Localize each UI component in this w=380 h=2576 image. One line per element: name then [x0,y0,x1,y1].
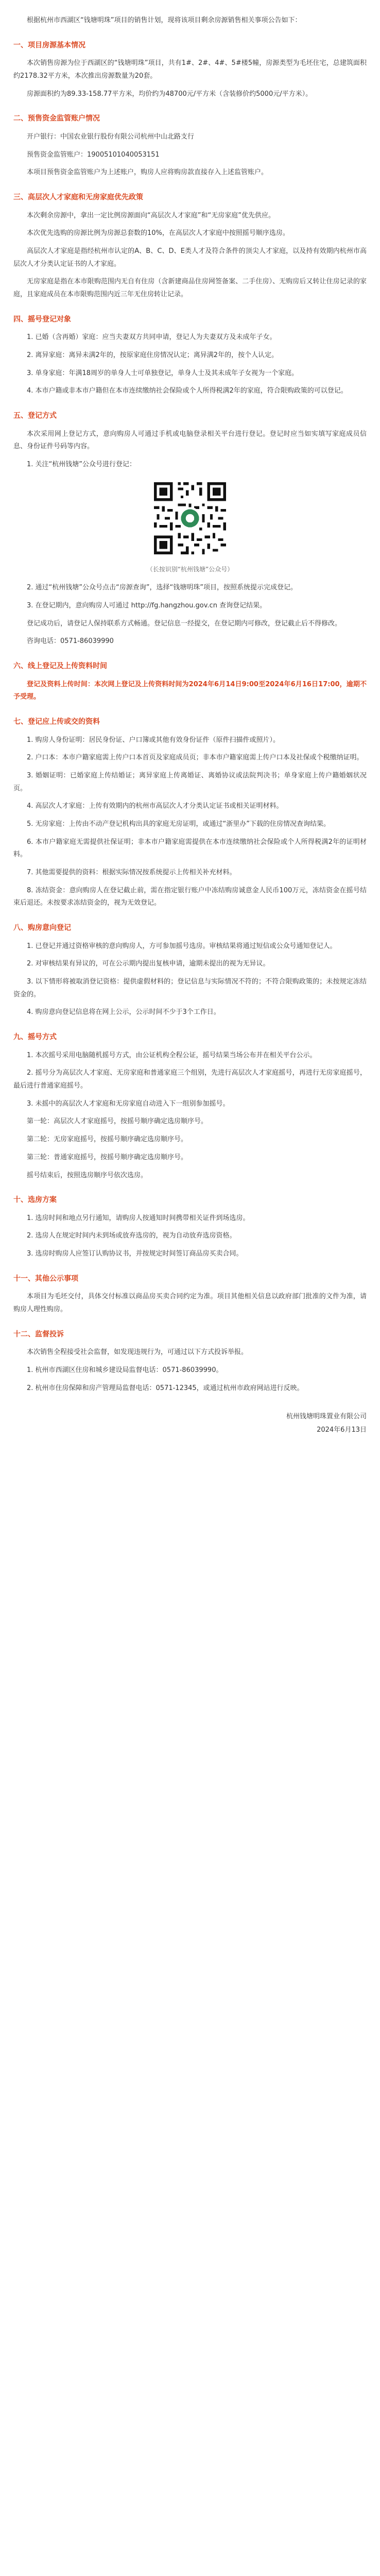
list-item: 5. 无房家庭：上传由不动产登记机构出具的家庭无房证明，或通过“浙里办”下载的住房情况查询结果。 [27,820,331,828]
list-item: 4. 本市户籍或非本市户籍但在本市连续缴纳社会保险或个人所得税满2年的家庭，符合限购政策的可以登记。 [27,387,348,395]
section-8-title: 八、购房意向登记 [13,924,71,933]
section-6-title: 六、线上登记及上传资料时间 [13,662,107,670]
section-1-paragraph: 房源面积约为89.33-158.77平方米，均价约为48700元/平方米（含装修价约5000元/平方米）。 [27,90,313,98]
bank-name: 开户银行：中国农业银行股份有限公司杭州中山北路支行 [27,132,195,141]
section-9-paragraph: 摇号结束后，按照选房顺序号依次选房。 [27,1171,148,1179]
section-12-title: 十二、监督投诉 [13,1330,64,1338]
section-3-paragraph: 本次优先选购的房源比例为房源总套数的10%，在高层次人才家庭中按照摇号顺序选房。 [27,229,289,238]
list-item: 2. 户口本：本市户籍家庭需上传户口本首页及家庭成员页；非本市户籍家庭需上传户口本及社保或个税缴纳证明。 [27,754,364,762]
qr-caption: （长按识别“杭州钱塘”公众号） [146,566,234,573]
section-1-title: 一、项目房源基本情况 [13,41,85,49]
list-item: 4. 购房意向登记信息将在网上公示，公示时间不少于3个工作日。 [27,1008,220,1016]
intro-paragraph: 根据杭州市西湖区“钱塘明珠”项目的销售计划，现将该项目剩余房源销售相关事项公告如下： [27,16,302,24]
section-2-paragraph: 本项目预售资金监管账户为上述账户，购房人应将购房款直接存入上述监管账户。 [27,168,268,177]
section-2-title: 二、预售资金监管账户情况 [13,114,100,123]
section-3-paragraph: 无房家庭是指在本市限购范围内无自有住房（含新建商品住房网签备案、二手住房）、无购房后又转让住房记录的家庭，且家庭成员在本市限购范围内近三年无住房转让记录。 [13,278,367,299]
section-5-paragraph: 登记成功后，请登记人保持联系方式畅通。登记信息一经提交，在登记期内可修改，登记截止后不得修改。 [27,619,342,628]
list-item: 3. 以下情形将被取消登记资格：提供虚假材料的；登记信息与实际情况不符的；不符合限购政策的；未按规定冻结资金的。 [13,978,367,998]
section-9-paragraph: 3. 未摇中的高层次人才家庭和无房家庭自动进入下一组别参加摇号。 [27,1099,230,1108]
signature-block [13,1410,367,1437]
section-10-paragraph: 2. 选房人在规定时间内未到场或放弃选房的，视为自动放弃选房资格。 [27,1232,236,1240]
section-1-paragraph: 本次销售房源为位于西湖区的“钱塘明珠”项目，共有1#、2#、4#、5#楼5幢，房源类型为毛坯住宅，总建筑面积约2178.32平方米，本次推出房源数量为20套。 [13,59,367,80]
list-item: 1. 已婚（含再婚）家庭：应当夫妻双方共同申请，登记人为夫妻双方及未成年子女。 [27,333,277,342]
list-item: 1. 已登记并通过资格审核的意向购房人，方可参加摇号选房。审核结果将通过短信或公众号通知登记人。 [27,942,337,950]
section-9-paragraph: 1. 本次摇号采用电脑随机摇号方式，由公证机构全程公证，摇号结果当场公布并在相关平台公示。 [27,1051,317,1059]
section-5-paragraph: 本次采用网上登记方式，意向购房人可通过手机或电脑登录相关平台进行登记。登记时应当如实填写家庭成员信息、身份证件号码等内容。 [13,430,367,451]
list-item: 4. 高层次人才家庭：上传有效期内的杭州市高层次人才分类认定证书或相关证明材料。 [27,802,283,810]
section-12-paragraph: 2. 杭州市住房保障和房产管理局监督电话：0571-12345，或通过杭州市政府网站进行反映。 [27,1384,304,1392]
list-item: 1. 购房人身份证明：居民身份证、户口簿或其他有效身份证件（原件扫描件或照片）。 [27,736,280,744]
qr-code[interactable] [13,480,367,562]
section-4-title: 四、摇号登记对象 [13,315,71,324]
signature-date: 2024年6月13日 [317,1426,367,1434]
bank-account: 预售资金监管账户：19005101040053151 [27,150,160,159]
registration-time: 登记及资料上传时间：本次网上登记及上传资料时间为2024年6月14日9:00至2024年6月16日17:00，逾期不予受理。 [13,680,367,701]
section-10-title: 十、选房方案 [13,1196,57,1205]
section-5-paragraph: 3. 在登记期内，意向购房人可通过 http://fg.hangzhou.gov.cn 查询登记结果。 [27,601,267,609]
section-12-paragraph: 1. 杭州市西湖区住房和城乡建设局监督电话：0571-86039990。 [27,1366,223,1375]
list-item: 2. 离异家庭：离异未满2年的，按原家庭住房情况认定；离异满2年的，按个人认定。 [27,351,279,359]
list-item: 7. 其他需要提供的资料：根据实际情况按系统提示上传相关补充材料。 [27,869,236,877]
section-12-paragraph: 本次销售全程接受社会监督，如发现违规行为，可通过以下方式投诉举报。 [27,1348,248,1357]
section-3-title: 三、高层次人才家庭和无房家庭优先政策 [13,193,143,201]
section-9-paragraph: 2. 摇号分为高层次人才家庭、无房家庭和普通家庭三个组别，先进行高层次人才家庭摇号，再进行无房家庭摇号，最后进行普通家庭摇号。 [13,1069,367,1090]
section-9-paragraph: 第一轮：高层次人才家庭摇号，按摇号顺序确定选房顺序号。 [27,1117,208,1126]
signature-org: 杭州钱塘明珠置业有限公司 [286,1413,367,1421]
section-5-paragraph: 2. 通过“杭州钱塘”公众号点击“房源查询”，选择“钱塘明珠”项目，按照系统提示完成登记。 [27,584,297,592]
section-3-paragraph: 高层次人才家庭是指经杭州市认定的A、B、C、D、E类人才及符合条件的顶尖人才家庭，以及持有效期内杭州市高层次人才分类认定证书的人才家庭。 [13,247,367,268]
section-10-paragraph: 1. 选房时间和地点另行通知，请购房人按通知时间携带相关证件到场选房。 [27,1214,250,1222]
section-5-paragraph: 1. 关注“杭州钱塘”公众号进行登记： [27,461,136,469]
list-item: 8. 冻结资金：意向购房人在登记截止前，需在指定银行账户中冻结购房诚意金人民币100万元，冻结资金在摇号结束后退还。未按要求冻结资金的，视为无效登记。 [13,886,367,907]
section-7-title: 七、登记应上传或交的资料 [13,717,100,726]
list-item: 2. 对审核结果有异议的，可在公示期内提出复核申请，逾期未提出的视为无异议。 [27,960,270,968]
list-item: 3. 婚姻证明：已婚家庭上传结婚证；离异家庭上传离婚证、离婚协议或法院判决书；单身家庭上传户籍婚姻状况页。 [13,771,367,792]
section-10-paragraph: 3. 选房时购房人应签订认购协议书，并按规定时间签订商品房买卖合同。 [27,1250,243,1258]
section-5-title: 五、登记方式 [13,412,57,420]
contact-phone: 咨询电话：0571-86039990 [27,637,114,646]
qr-code-icon [151,480,229,557]
list-item: 6. 本市户籍家庭无需提供社保证明；非本市户籍家庭需提供在本市连续缴纳社会保险或个人所得税满2年的证明材料。 [13,838,367,859]
section-11-paragraph: 本项目为毛坯交付，具体交付标准以商品房买卖合同约定为准。项目其他相关信息以政府部门批准的文件为准，请购房人理性购房。 [13,1293,367,1314]
section-9-paragraph: 第三轮：普通家庭摇号，按摇号顺序确定选房顺序号。 [27,1153,188,1161]
list-item: 3. 单身家庭：年满18周岁的单身人士可单独登记，单身人士及其未成年子女视为一个家庭。 [27,369,299,377]
section-9-paragraph: 第二轮：无房家庭摇号，按摇号顺序确定选房顺序号。 [27,1136,188,1144]
section-9-title: 九、摇号方式 [13,1033,57,1042]
section-3-paragraph: 本次剩余房源中，拿出一定比例房源面向“高层次人才家庭”和“无房家庭”优先供应。 [27,211,275,219]
section-11-title: 十一、其他公示事项 [13,1274,78,1283]
